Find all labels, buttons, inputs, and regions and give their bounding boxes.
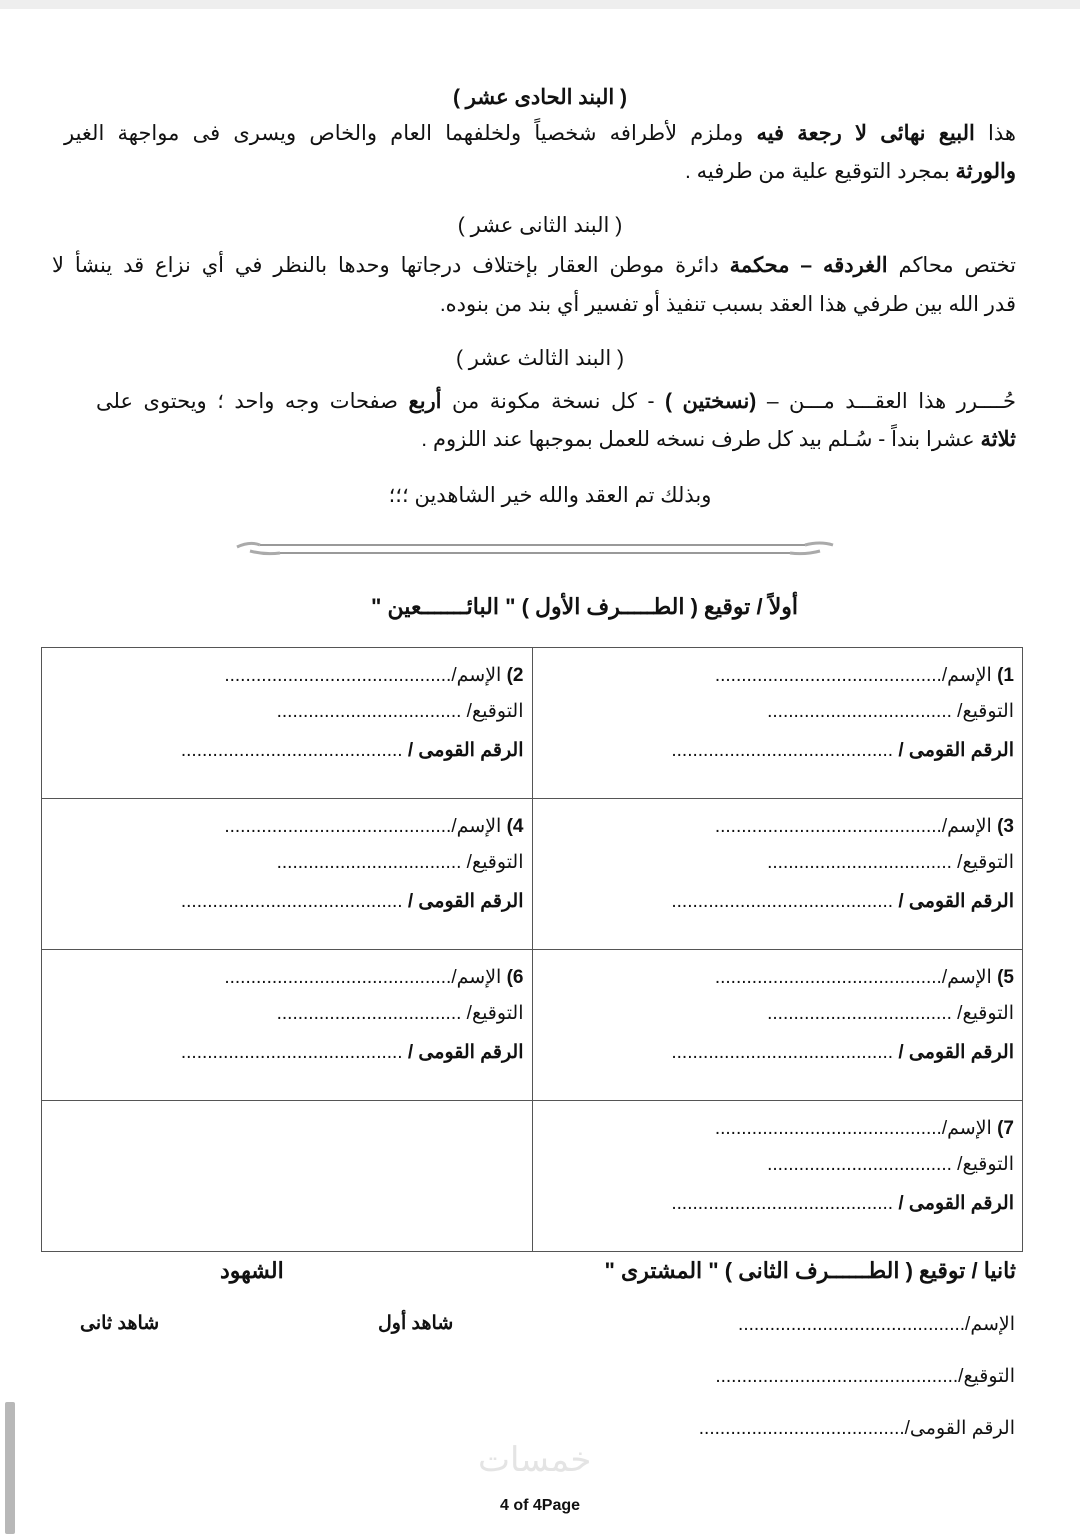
signature-label: التوقيع/ bbox=[957, 852, 1014, 873]
bold-text: (نسختين ) bbox=[664, 390, 757, 413]
seller-national-id-field[interactable] bbox=[671, 739, 1014, 762]
national-id-label: الرقم القومى / bbox=[407, 1042, 524, 1063]
bold-text: ثلاثة bbox=[980, 428, 1016, 451]
clause-12-line-1 bbox=[52, 253, 1016, 278]
name-label: الإسم/ bbox=[451, 665, 502, 686]
seller-number: 1) bbox=[997, 665, 1014, 686]
buyer-signature-field[interactable]: التوقيع/.............................................. bbox=[715, 1366, 1015, 1387]
signature-label: التوقيع/ bbox=[466, 701, 524, 722]
seller-signature-field[interactable] bbox=[277, 1002, 524, 1025]
seller-name-field[interactable] bbox=[715, 815, 1014, 838]
signature-label: التوقيع/ bbox=[957, 701, 1014, 722]
buyer-national-id-field[interactable]: الرقم القومى/....................................... bbox=[698, 1418, 1015, 1439]
buyer-name-field[interactable]: الإسم/........................................... bbox=[738, 1314, 1015, 1335]
name-dots: ........................................... bbox=[224, 816, 452, 837]
name-dots: ........................................... bbox=[714, 816, 942, 837]
seller-signature-field[interactable] bbox=[767, 851, 1014, 874]
seller-number: 5) bbox=[997, 967, 1014, 988]
first-witness-label: شاهد أول bbox=[378, 1313, 454, 1334]
name-dots: ........................................... bbox=[224, 665, 452, 686]
bold-text: الغردقه – محكمة bbox=[729, 254, 888, 277]
text: عشرا بنداً - سُـلم بيد كل طرف نسخه للعمل بموجبها عند اللزوم . bbox=[421, 428, 981, 451]
seller-national-id-field[interactable] bbox=[181, 1041, 524, 1064]
signature-dots: ................................... bbox=[276, 852, 462, 873]
text: وملزم لأطرافه شخصياً ولخلفهما العام والخاص ويسرى فى مواجهة الغير bbox=[64, 122, 757, 145]
name-dots: ........................................... bbox=[224, 967, 452, 988]
table-row bbox=[42, 950, 1023, 1101]
bold-text: والورثة bbox=[955, 160, 1016, 183]
name-label: الإسم/ bbox=[941, 816, 992, 837]
seller-number: 7) bbox=[997, 1118, 1014, 1139]
name-dots: ........................................... bbox=[714, 665, 942, 686]
clause-12-title: ( البند الثانى عشر ) bbox=[457, 214, 623, 237]
top-bar bbox=[0, 0, 1080, 9]
national-id-label: الرقم القومى / bbox=[898, 1042, 1014, 1063]
signature-dots: ................................... bbox=[767, 1003, 952, 1024]
text: بمجرد التوقيع علية من طرفيه . bbox=[684, 160, 956, 183]
national-id-dots: .......................................... bbox=[671, 740, 894, 761]
name-dots: ........................................... bbox=[714, 967, 942, 988]
text: هذا bbox=[974, 122, 1016, 145]
seller-cell bbox=[532, 799, 1023, 950]
clause-13-title: ( البند الثالث عشر ) bbox=[455, 347, 625, 370]
clause-11-line-2 bbox=[64, 159, 1016, 184]
seller-number: 4) bbox=[506, 816, 524, 837]
seller-cell bbox=[42, 1101, 533, 1252]
name-label: الإسم/ bbox=[941, 665, 992, 686]
clause-11-title: ( البند الحادى عشر ) bbox=[452, 86, 628, 109]
seller-name-field[interactable] bbox=[224, 664, 523, 687]
seller-cell bbox=[532, 1101, 1023, 1252]
seller-cell bbox=[42, 799, 533, 950]
clause-12-line-2: قدر الله بين طرفي هذا العقد بسبب تنفيذ أو تفسير أي بند من بنوده. bbox=[439, 293, 1016, 316]
table-row bbox=[42, 799, 1023, 950]
signature-label: التوقيع/ bbox=[466, 852, 524, 873]
seller-name-field[interactable] bbox=[715, 1117, 1014, 1140]
seller-cell bbox=[42, 950, 533, 1101]
sellers-signature-table bbox=[41, 647, 1023, 1252]
seller-name-field[interactable] bbox=[224, 815, 523, 838]
seller-cell bbox=[42, 648, 533, 799]
witnesses-heading: الشهود bbox=[220, 1258, 284, 1283]
closing-text: وبذلك تم العقد والله خير الشاهدين ؛؛؛ bbox=[388, 484, 712, 507]
seller-cell bbox=[532, 648, 1023, 799]
page-number: 4 of 4Page bbox=[499, 1497, 581, 1514]
national-id-dots: .......................................... bbox=[671, 1193, 894, 1214]
seller-signature-field[interactable] bbox=[767, 700, 1014, 723]
signature-label: التوقيع/ bbox=[957, 1003, 1014, 1024]
bold-text: أربع bbox=[408, 390, 442, 413]
seller-number: 3) bbox=[997, 816, 1014, 837]
name-label: الإسم/ bbox=[941, 1118, 992, 1139]
seller-signature-field[interactable] bbox=[277, 851, 524, 874]
ornament-divider bbox=[235, 537, 835, 561]
text: - كل نسخة مكونة من bbox=[441, 390, 665, 413]
seller-cell bbox=[532, 950, 1023, 1101]
seller-number: 2) bbox=[506, 665, 524, 686]
national-id-dots: .......................................... bbox=[180, 1042, 403, 1063]
seller-national-id-field[interactable] bbox=[671, 1192, 1014, 1215]
seller-name-field[interactable] bbox=[224, 966, 523, 989]
signature-dots: ................................... bbox=[276, 701, 462, 722]
seller-signature-field[interactable] bbox=[277, 700, 524, 723]
national-id-dots: .......................................... bbox=[180, 740, 403, 761]
signature-dots: ................................... bbox=[276, 1003, 462, 1024]
sellers-heading: أولاً / توقيع ( الطـــــرف الأول ) " البائـــــــعين " bbox=[371, 594, 798, 619]
clause-13-line-1 bbox=[96, 389, 1016, 414]
national-id-label: الرقم القومى / bbox=[898, 891, 1014, 912]
seller-name-field[interactable] bbox=[715, 966, 1014, 989]
table-row bbox=[42, 648, 1023, 799]
national-id-label: الرقم القومى / bbox=[407, 740, 524, 761]
name-label: الإسم/ bbox=[451, 967, 502, 988]
national-id-label: الرقم القومى / bbox=[898, 740, 1014, 761]
clause-11-line-1 bbox=[64, 121, 1016, 146]
seller-national-id-field[interactable] bbox=[181, 890, 524, 913]
name-label: الإسم/ bbox=[451, 816, 502, 837]
national-id-label: الرقم القومى / bbox=[407, 891, 524, 912]
text: حُــــرر هذا العقـــد مـــن – bbox=[756, 390, 1017, 413]
national-id-dots: .......................................... bbox=[671, 1042, 894, 1063]
buyer-heading: ثانيا / توقيع ( الطــــــرف الثانى ) " المشترى " bbox=[604, 1258, 1016, 1283]
second-witness-label: شاهد ثانى bbox=[80, 1313, 160, 1334]
table-row bbox=[42, 1101, 1023, 1252]
watermark-logo: خمسات bbox=[478, 1441, 592, 1479]
text: تختص محاكم bbox=[887, 254, 1017, 277]
signature-dots: ................................... bbox=[767, 852, 952, 873]
bold-text: البيع نهائى لا رجعة فيه bbox=[756, 122, 975, 145]
text: صفحات وجه واحد ؛ ويحتوى على bbox=[96, 390, 409, 413]
signature-dots: ................................... bbox=[767, 1154, 952, 1175]
name-label: الإسم/ bbox=[941, 967, 992, 988]
seller-signature-field[interactable] bbox=[767, 1153, 1014, 1176]
national-id-label: الرقم القومى / bbox=[898, 1193, 1014, 1214]
name-dots: ........................................... bbox=[714, 1118, 942, 1139]
seller-name-field[interactable] bbox=[715, 664, 1014, 687]
seller-number: 6) bbox=[506, 967, 524, 988]
seller-national-id-field[interactable] bbox=[671, 890, 1014, 913]
seller-national-id-field[interactable] bbox=[671, 1041, 1014, 1064]
text: دائرة موطن العقار بإختلاف درجاتها وحدها بالنظر في أي نزاع قد ينشأ لا bbox=[52, 254, 730, 277]
national-id-dots: .......................................... bbox=[671, 891, 894, 912]
signature-label: التوقيع/ bbox=[466, 1003, 524, 1024]
seller-national-id-field[interactable] bbox=[181, 739, 524, 762]
seller-signature-field[interactable] bbox=[767, 1002, 1014, 1025]
signature-label: التوقيع/ bbox=[957, 1154, 1014, 1175]
national-id-dots: .......................................... bbox=[180, 891, 403, 912]
signature-dots: ................................... bbox=[767, 701, 952, 722]
clause-13-line-2 bbox=[64, 427, 1016, 452]
